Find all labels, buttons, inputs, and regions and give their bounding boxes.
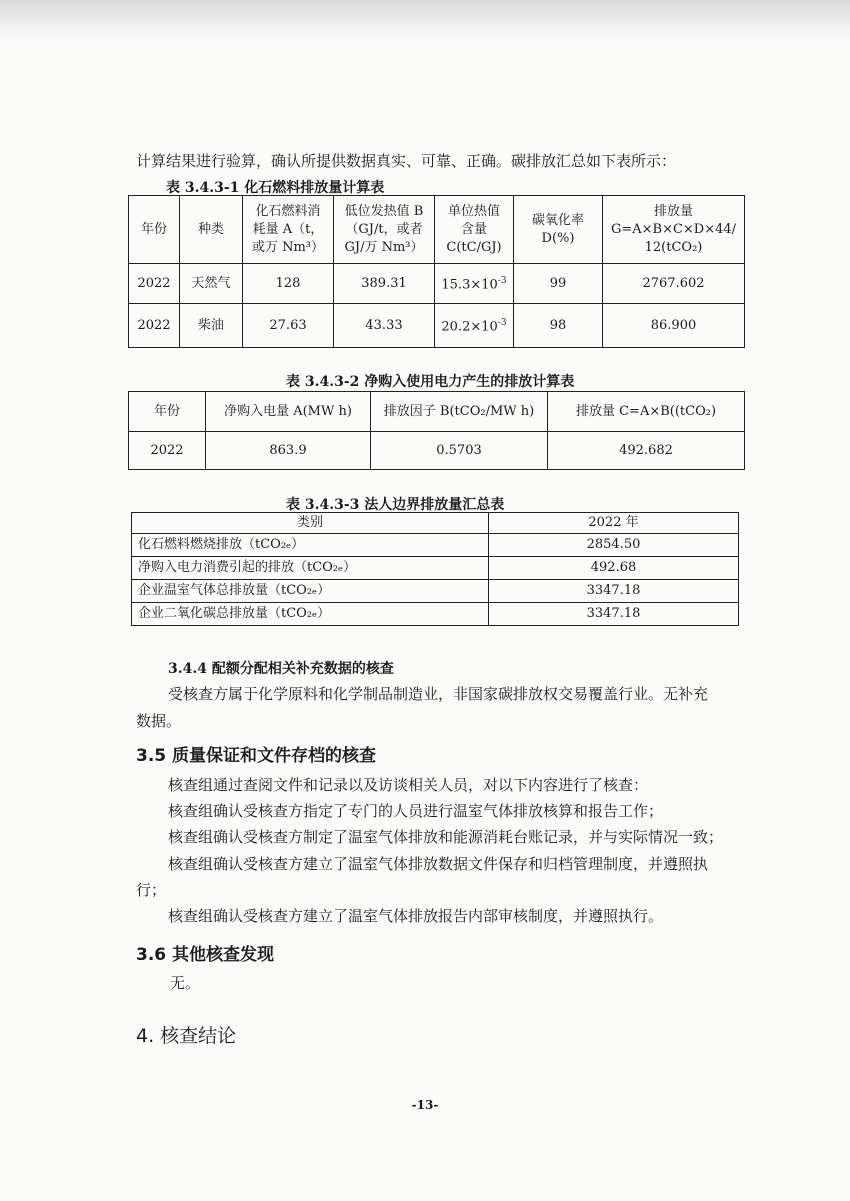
section-36-heading: 3.6 其他核查发现 [136,945,275,965]
table-row: 2022 柴油 27.63 43.33 $20.2\times 10^{-3}$ 98 86.900 [129,304,745,348]
section-344-text: 受核查方属于化学原料和化学制品制造业，非国家碳排放权交易覆盖行业。无补充 [168,685,709,703]
header-year: 年份 [129,196,180,264]
page-number: -13- [411,1098,439,1112]
boundary-summary-table: 类别 2022 年 化石燃料燃烧排放（tCO₂ₑ） 2854.50 净购入电力消费引起的排放（tCO₂ₑ） 492.68 企业温室气体总排放量（tCO₂ₑ） 3347.18 企业二氧化碳总排放量（tCO₂ₑ） 3347.18 [131,512,739,626]
table-row: 净购入电力消费引起的排放（tCO₂ₑ） 492.68 [132,557,739,580]
section-344-heading: 3.4.4 配额分配相关补充数据的核查 [168,661,394,677]
table-row: 企业温室气体总排放量（tCO₂ₑ） 3347.18 [132,580,739,603]
section-35-line: 核查组确认受核查方指定了专门的人员进行温室气体排放核算和报告工作； [168,802,664,820]
header-type: 种类 [180,196,243,264]
header-oxidation: 碳氧化率 D(%) [514,196,603,264]
section-35-line: 核查组确认受核查方制定了温室气体排放和能源消耗台账记录，并与实际情况一致； [168,828,724,846]
section-36-text: 无。 [170,974,201,992]
header-consumption: 化石燃料消 耗量 A（t， 或万 Nm³） [243,196,334,264]
scan-edge-shadow [0,0,850,42]
section-35-line: 核查组通过查阅文件和记录以及访谈相关人员，对以下内容进行了核查： [168,776,649,794]
table3-caption: 表 3.4.3-3 法人边界排放量汇总表 [286,497,505,513]
table2-caption: 表 3.4.3-2 净购入使用电力产生的排放计算表 [286,374,575,390]
table1-caption: 表 3.4.3-1 化石燃料排放量计算表 [166,180,385,196]
table-row: 化石燃料燃烧排放（tCO₂ₑ） 2854.50 [132,534,739,557]
section-35-line: 核查组确认受核查方建立了温室气体排放数据文件保存和归档管理制度，并遵照执 [168,855,709,873]
table-row: 2022 天然气 128 389.31 $15.3\times 10^{-3}$ 99 2767.602 [129,264,745,304]
intro-paragraph: 计算结果进行验算，确认所提供数据真实、可靠、正确。碳排放汇总如下表所示： [136,152,677,170]
table-row: 企业二氧化碳总排放量（tCO₂ₑ） 3347.18 [132,603,739,626]
electricity-emission-table: 年份 净购入电量 A(MW h) 排放因子 B(tCO₂/MW h) 排放量 C=A×B((tCO₂) 2022 863.9 0.5703 492.682 [128,391,745,470]
header-emission: 排放量 G=A×B×C×D×44/ 12(tCO₂) [603,196,745,264]
section-344-text-cont: 数据。 [136,712,182,730]
section-35-line: 行； [136,881,167,899]
section-35-heading: 3.5 质量保证和文件存档的核查 [136,746,377,766]
header-ncv: 低位发热值 B （GJ/t，或者 GJ/万 Nm³） [334,196,435,264]
section-35-line: 核查组确认受核查方建立了温室气体排放报告内部审核制度，并遵照执行。 [168,907,664,925]
header-carbon-content: 单位热值 含量 C(tC/GJ) [435,196,514,264]
table-row: 2022 863.9 0.5703 492.682 [129,432,745,470]
fossil-fuel-emission-table [128,195,745,348]
section-4-heading: 4. 核查结论 [136,1025,237,1047]
